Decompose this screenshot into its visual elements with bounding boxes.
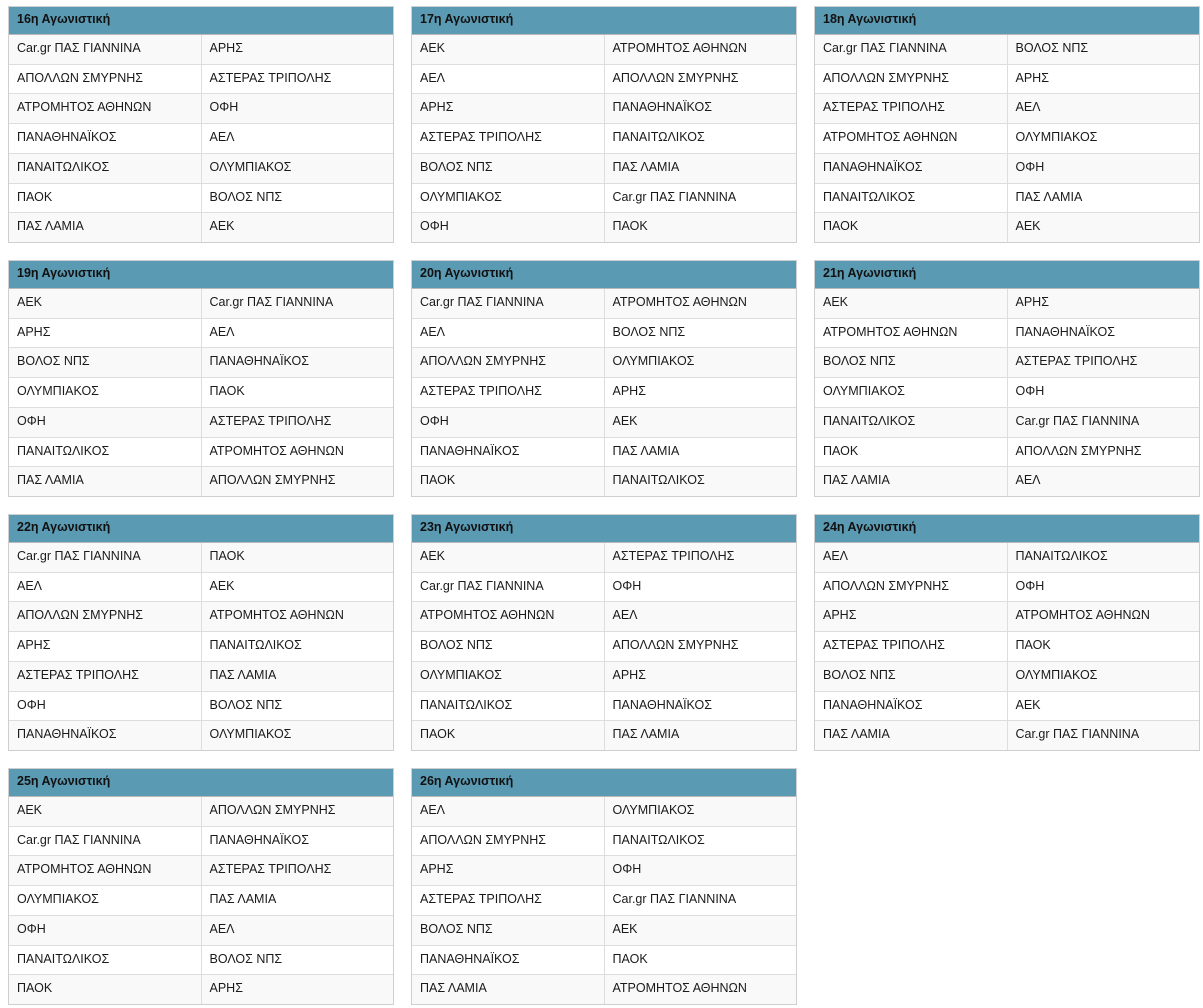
home-team: ΑΠΟΛΛΩΝ ΣΜΥΡΝΗΣ: [9, 602, 201, 632]
round-title: 19η Αγωνιστική: [9, 261, 393, 289]
table-row: [815, 318, 1199, 348]
table-row: [9, 797, 393, 826]
home-team: ΟΛΥΜΠΙΑΚΟΣ: [9, 886, 201, 916]
table-row: [412, 886, 796, 916]
away-team: ΑΤΡΟΜΗΤΟΣ ΑΘΗΝΩΝ: [604, 35, 796, 64]
round-card: [411, 6, 797, 243]
round-title: 26η Αγωνιστική: [412, 769, 796, 797]
away-team: ΠΑΟΚ: [1007, 632, 1199, 662]
away-team: ΑΤΡΟΜΗΤΟΣ ΑΘΗΝΩΝ: [604, 975, 796, 1004]
round-card: [411, 768, 797, 1005]
table-row: [815, 543, 1199, 572]
home-team: ΑΕΚ: [412, 543, 604, 572]
table-row: [412, 661, 796, 691]
round-title: 23η Αγωνιστική: [412, 515, 796, 543]
away-team: ΠΑΣ ΛΑΜΙΑ: [604, 437, 796, 467]
home-team: ΟΦΗ: [412, 213, 604, 242]
away-team: ΑΕΚ: [201, 572, 393, 602]
home-team: ΑΕΛ: [412, 318, 604, 348]
away-team: ΑΕΚ: [1007, 691, 1199, 721]
away-team: ΟΦΗ: [604, 572, 796, 602]
away-team: ΟΛΥΜΠΙΑΚΟΣ: [1007, 124, 1199, 154]
table-row: [9, 94, 393, 124]
home-team: Car.gr ΠΑΣ ΓΙΑΝΝΙΝΑ: [412, 289, 604, 318]
home-team: ΒΟΛΟΣ ΝΠΣ: [815, 348, 1007, 378]
home-team: ΑΕΚ: [9, 797, 201, 826]
table-row: [9, 124, 393, 154]
away-team: ΠΑΣ ΛΑΜΙΑ: [201, 661, 393, 691]
table-row: [9, 467, 393, 496]
round-title: 17η Αγωνιστική: [412, 7, 796, 35]
round-card: [814, 6, 1200, 243]
table-row: [412, 183, 796, 213]
table-row: [815, 407, 1199, 437]
table-row: [412, 602, 796, 632]
home-team: ΒΟΛΟΣ ΝΠΣ: [815, 661, 1007, 691]
table-row: [9, 691, 393, 721]
home-team: ΠΑΝΑΙΤΩΛΙΚΟΣ: [9, 945, 201, 975]
away-team: ΟΛΥΜΠΙΑΚΟΣ: [201, 721, 393, 750]
away-team: ΑΡΗΣ: [604, 378, 796, 408]
round-card: [8, 6, 394, 243]
table-row: [9, 318, 393, 348]
home-team: ΠΑΝΑΘΗΝΑΪΚΟΣ: [412, 437, 604, 467]
home-team: ΠΑΣ ΛΑΜΙΑ: [9, 467, 201, 496]
home-team: ΑΤΡΟΜΗΤΟΣ ΑΘΗΝΩΝ: [9, 94, 201, 124]
away-team: ΑΡΗΣ: [1007, 64, 1199, 94]
round-title: 22η Αγωνιστική: [9, 515, 393, 543]
table-row: [412, 632, 796, 662]
home-team: ΟΦΗ: [412, 407, 604, 437]
home-team: ΠΑΝΑΘΗΝΑΪΚΟΣ: [815, 691, 1007, 721]
away-team: ΑΤΡΟΜΗΤΟΣ ΑΘΗΝΩΝ: [201, 602, 393, 632]
home-team: ΠΑΝΑΘΗΝΑΪΚΟΣ: [9, 124, 201, 154]
table-row: [9, 572, 393, 602]
away-team: ΠΑΣ ΛΑΜΙΑ: [201, 886, 393, 916]
table-row: [412, 407, 796, 437]
table-row: [412, 348, 796, 378]
table-row: [9, 378, 393, 408]
table-row: [9, 826, 393, 856]
away-team: Car.gr ΠΑΣ ΓΙΑΝΝΙΝΑ: [201, 289, 393, 318]
round-title: 25η Αγωνιστική: [9, 769, 393, 797]
away-team: ΑΠΟΛΛΩΝ ΣΜΥΡΝΗΣ: [201, 467, 393, 496]
away-team: ΠΑΣ ΛΑΜΙΑ: [604, 153, 796, 183]
table-row: [815, 691, 1199, 721]
table-row: [9, 64, 393, 94]
away-team: ΟΛΥΜΠΙΑΚΟΣ: [604, 797, 796, 826]
home-team: ΠΑΟΚ: [815, 437, 1007, 467]
away-team: ΑΕΛ: [201, 124, 393, 154]
home-team: ΠΑΝΑΘΗΝΑΪΚΟΣ: [9, 721, 201, 750]
table-row: [412, 213, 796, 242]
away-team: Car.gr ΠΑΣ ΓΙΑΝΝΙΝΑ: [1007, 407, 1199, 437]
table-row: [412, 543, 796, 572]
round-card: [8, 768, 394, 1005]
table-row: [815, 721, 1199, 750]
away-team: ΑΣΤΕΡΑΣ ΤΡΙΠΟΛΗΣ: [201, 64, 393, 94]
away-team: ΑΣΤΕΡΑΣ ΤΡΙΠΟΛΗΣ: [1007, 348, 1199, 378]
round-card: [814, 514, 1200, 751]
away-team: ΑΣΤΕΡΑΣ ΤΡΙΠΟΛΗΣ: [201, 407, 393, 437]
table-row: [9, 543, 393, 572]
home-team: ΑΕΛ: [9, 572, 201, 602]
home-team: ΟΛΥΜΠΙΑΚΟΣ: [9, 378, 201, 408]
table-row: [412, 572, 796, 602]
home-team: ΠΑΣ ΛΑΜΙΑ: [412, 975, 604, 1004]
home-team: ΠΑΟΚ: [9, 183, 201, 213]
table-row: [9, 945, 393, 975]
table-row: [815, 35, 1199, 64]
away-team: ΠΑΝΑΙΤΩΛΙΚΟΣ: [201, 632, 393, 662]
home-team: ΑΣΤΕΡΑΣ ΤΡΙΠΟΛΗΣ: [815, 632, 1007, 662]
table-row: [412, 124, 796, 154]
fixtures-table: [412, 797, 796, 1004]
away-team: ΟΦΗ: [1007, 378, 1199, 408]
home-team: ΑΤΡΟΜΗΤΟΣ ΑΘΗΝΩΝ: [815, 318, 1007, 348]
away-team: ΑΠΟΛΛΩΝ ΣΜΥΡΝΗΣ: [604, 632, 796, 662]
home-team: ΠΑΣ ΛΑΜΙΑ: [815, 467, 1007, 496]
table-row: [815, 153, 1199, 183]
table-row: [9, 153, 393, 183]
home-team: ΠΑΝΑΙΤΩΛΙΚΟΣ: [412, 691, 604, 721]
table-row: [815, 124, 1199, 154]
home-team: Car.gr ΠΑΣ ΓΙΑΝΝΙΝΑ: [9, 543, 201, 572]
home-team: ΟΛΥΜΠΙΑΚΟΣ: [815, 378, 1007, 408]
home-team: ΑΡΗΣ: [815, 602, 1007, 632]
home-team: ΟΦΗ: [9, 915, 201, 945]
away-team: ΑΤΡΟΜΗΤΟΣ ΑΘΗΝΩΝ: [604, 289, 796, 318]
table-row: [412, 797, 796, 826]
away-team: ΠΑΟΚ: [201, 378, 393, 408]
home-team: ΟΦΗ: [9, 691, 201, 721]
table-row: [815, 437, 1199, 467]
round-card: [411, 260, 797, 497]
round-title: 21η Αγωνιστική: [815, 261, 1199, 289]
fixtures-table: [412, 289, 796, 496]
home-team: ΑΕΚ: [815, 289, 1007, 318]
fixtures-table: [9, 289, 393, 496]
away-team: ΠΑΝΑΘΗΝΑΪΚΟΣ: [201, 826, 393, 856]
home-team: ΒΟΛΟΣ ΝΠΣ: [412, 632, 604, 662]
table-row: [9, 407, 393, 437]
table-row: [815, 661, 1199, 691]
home-team: Car.gr ΠΑΣ ΓΙΑΝΝΙΝΑ: [412, 572, 604, 602]
table-row: [412, 721, 796, 750]
home-team: ΠΑΣ ΛΑΜΙΑ: [815, 721, 1007, 750]
away-team: ΑΕΛ: [201, 915, 393, 945]
fixtures-table: [815, 543, 1199, 750]
away-team: ΑΡΗΣ: [604, 661, 796, 691]
table-row: [412, 975, 796, 1004]
away-team: ΠΑΝΑΘΗΝΑΪΚΟΣ: [1007, 318, 1199, 348]
home-team: ΟΦΗ: [9, 407, 201, 437]
table-row: [815, 348, 1199, 378]
away-team: ΠΑΝΑΘΗΝΑΪΚΟΣ: [604, 94, 796, 124]
fixtures-table: [815, 289, 1199, 496]
away-team: ΟΦΗ: [604, 856, 796, 886]
home-team: ΠΑΟΚ: [412, 467, 604, 496]
home-team: ΟΛΥΜΠΙΑΚΟΣ: [412, 661, 604, 691]
home-team: ΑΤΡΟΜΗΤΟΣ ΑΘΗΝΩΝ: [815, 124, 1007, 154]
away-team: ΑΠΟΛΛΩΝ ΣΜΥΡΝΗΣ: [1007, 437, 1199, 467]
home-team: ΠΑΝΑΘΗΝΑΪΚΟΣ: [412, 945, 604, 975]
home-team: ΑΕΛ: [412, 797, 604, 826]
home-team: ΑΤΡΟΜΗΤΟΣ ΑΘΗΝΩΝ: [412, 602, 604, 632]
home-team: ΑΕΚ: [412, 35, 604, 64]
fixtures-table: [9, 797, 393, 1004]
away-team: ΟΦΗ: [1007, 153, 1199, 183]
table-row: [412, 64, 796, 94]
table-row: [815, 467, 1199, 496]
home-team: ΠΑΝΑΘΗΝΑΪΚΟΣ: [815, 153, 1007, 183]
table-row: [815, 378, 1199, 408]
home-team: ΑΕΛ: [815, 543, 1007, 572]
away-team: ΟΛΥΜΠΙΑΚΟΣ: [1007, 661, 1199, 691]
round-title: 24η Αγωνιστική: [815, 515, 1199, 543]
home-team: ΑΕΚ: [9, 289, 201, 318]
away-team: ΠΑΟΚ: [604, 213, 796, 242]
away-team: ΑΕΛ: [1007, 467, 1199, 496]
away-team: ΑΕΚ: [1007, 213, 1199, 242]
home-team: ΒΟΛΟΣ ΝΠΣ: [412, 153, 604, 183]
home-team: ΠΑΝΑΙΤΩΛΙΚΟΣ: [815, 407, 1007, 437]
table-row: [9, 721, 393, 750]
home-team: ΒΟΛΟΣ ΝΠΣ: [412, 915, 604, 945]
table-row: [815, 572, 1199, 602]
away-team: ΠΑΝΑΙΤΩΛΙΚΟΣ: [604, 826, 796, 856]
table-row: [9, 213, 393, 242]
table-row: [412, 826, 796, 856]
away-team: ΒΟΛΟΣ ΝΠΣ: [201, 945, 393, 975]
table-row: [412, 35, 796, 64]
table-row: [9, 856, 393, 886]
home-team: ΑΠΟΛΛΩΝ ΣΜΥΡΝΗΣ: [9, 64, 201, 94]
table-row: [815, 183, 1199, 213]
away-team: ΑΕΚ: [604, 407, 796, 437]
away-team: ΑΕΛ: [604, 602, 796, 632]
table-row: [9, 183, 393, 213]
away-team: ΑΕΚ: [201, 213, 393, 242]
table-row: [412, 153, 796, 183]
home-team: ΑΣΤΕΡΑΣ ΤΡΙΠΟΛΗΣ: [412, 378, 604, 408]
home-team: ΑΕΛ: [412, 64, 604, 94]
fixtures-table: [9, 35, 393, 242]
home-team: ΑΣΤΕΡΑΣ ΤΡΙΠΟΛΗΣ: [412, 886, 604, 916]
home-team: ΠΑΟΚ: [815, 213, 1007, 242]
home-team: ΑΠΟΛΛΩΝ ΣΜΥΡΝΗΣ: [412, 826, 604, 856]
away-team: ΟΛΥΜΠΙΑΚΟΣ: [201, 153, 393, 183]
away-team: ΑΡΗΣ: [1007, 289, 1199, 318]
away-team: ΒΟΛΟΣ ΝΠΣ: [604, 318, 796, 348]
table-row: [9, 915, 393, 945]
table-row: [815, 213, 1199, 242]
fixtures-table: [412, 35, 796, 242]
away-team: ΒΟΛΟΣ ΝΠΣ: [1007, 35, 1199, 64]
table-row: [9, 632, 393, 662]
away-team: Car.gr ΠΑΣ ΓΙΑΝΝΙΝΑ: [1007, 721, 1199, 750]
home-team: ΑΣΤΕΡΑΣ ΤΡΙΠΟΛΗΣ: [412, 124, 604, 154]
away-team: ΑΤΡΟΜΗΤΟΣ ΑΘΗΝΩΝ: [201, 437, 393, 467]
table-row: [815, 94, 1199, 124]
away-team: ΑΡΗΣ: [201, 35, 393, 64]
home-team: ΒΟΛΟΣ ΝΠΣ: [9, 348, 201, 378]
home-team: ΑΡΗΣ: [9, 632, 201, 662]
table-row: [412, 94, 796, 124]
home-team: Car.gr ΠΑΣ ΓΙΑΝΝΙΝΑ: [9, 826, 201, 856]
round-card: [814, 260, 1200, 497]
away-team: ΟΦΗ: [201, 94, 393, 124]
away-team: ΠΑΟΚ: [604, 945, 796, 975]
table-row: [9, 348, 393, 378]
table-row: [9, 975, 393, 1004]
away-team: Car.gr ΠΑΣ ΓΙΑΝΝΙΝΑ: [604, 183, 796, 213]
away-team: ΠΑΟΚ: [201, 543, 393, 572]
away-team: ΑΤΡΟΜΗΤΟΣ ΑΘΗΝΩΝ: [1007, 602, 1199, 632]
home-team: ΑΠΟΛΛΩΝ ΣΜΥΡΝΗΣ: [815, 572, 1007, 602]
table-row: [9, 661, 393, 691]
table-row: [815, 602, 1199, 632]
table-row: [412, 945, 796, 975]
away-team: ΟΛΥΜΠΙΑΚΟΣ: [604, 348, 796, 378]
round-title: 16η Αγωνιστική: [9, 7, 393, 35]
away-team: ΠΑΝΑΘΗΝΑΪΚΟΣ: [201, 348, 393, 378]
table-row: [412, 318, 796, 348]
table-row: [9, 886, 393, 916]
fixtures-table: [815, 35, 1199, 242]
away-team: ΑΣΤΕΡΑΣ ΤΡΙΠΟΛΗΣ: [201, 856, 393, 886]
table-row: [412, 691, 796, 721]
away-team: ΠΑΣ ΛΑΜΙΑ: [604, 721, 796, 750]
home-team: ΑΤΡΟΜΗΤΟΣ ΑΘΗΝΩΝ: [9, 856, 201, 886]
home-team: ΟΛΥΜΠΙΑΚΟΣ: [412, 183, 604, 213]
round-card: [8, 260, 394, 497]
away-team: ΠΑΝΑΙΤΩΛΙΚΟΣ: [1007, 543, 1199, 572]
fixtures-table: [412, 543, 796, 750]
round-card: [411, 514, 797, 751]
home-team: ΑΠΟΛΛΩΝ ΣΜΥΡΝΗΣ: [815, 64, 1007, 94]
home-team: ΠΑΟΚ: [412, 721, 604, 750]
home-team: ΠΑΝΑΙΤΩΛΙΚΟΣ: [815, 183, 1007, 213]
away-team: Car.gr ΠΑΣ ΓΙΑΝΝΙΝΑ: [604, 886, 796, 916]
home-team: Car.gr ΠΑΣ ΓΙΑΝΝΙΝΑ: [815, 35, 1007, 64]
away-team: ΠΑΝΑΘΗΝΑΪΚΟΣ: [604, 691, 796, 721]
round-title: 18η Αγωνιστική: [815, 7, 1199, 35]
away-team: ΑΕΛ: [201, 318, 393, 348]
table-row: [412, 378, 796, 408]
away-team: ΠΑΣ ΛΑΜΙΑ: [1007, 183, 1199, 213]
away-team: ΠΑΝΑΙΤΩΛΙΚΟΣ: [604, 124, 796, 154]
table-row: [412, 289, 796, 318]
away-team: ΑΕΚ: [604, 915, 796, 945]
away-team: ΒΟΛΟΣ ΝΠΣ: [201, 183, 393, 213]
home-team: Car.gr ΠΑΣ ΓΙΑΝΝΙΝΑ: [9, 35, 201, 64]
table-row: [412, 915, 796, 945]
home-team: ΑΣΤΕΡΑΣ ΤΡΙΠΟΛΗΣ: [9, 661, 201, 691]
table-row: [9, 35, 393, 64]
round-card: [8, 514, 394, 751]
table-row: [815, 64, 1199, 94]
home-team: ΑΡΗΣ: [412, 856, 604, 886]
away-team: ΑΣΤΕΡΑΣ ΤΡΙΠΟΛΗΣ: [604, 543, 796, 572]
table-row: [815, 289, 1199, 318]
table-row: [412, 856, 796, 886]
round-title: 20η Αγωνιστική: [412, 261, 796, 289]
fixtures-table: [9, 543, 393, 750]
home-team: ΑΡΗΣ: [9, 318, 201, 348]
home-team: ΠΑΟΚ: [9, 975, 201, 1004]
away-team: ΑΠΟΛΛΩΝ ΣΜΥΡΝΗΣ: [604, 64, 796, 94]
home-team: ΑΠΟΛΛΩΝ ΣΜΥΡΝΗΣ: [412, 348, 604, 378]
table-row: [9, 289, 393, 318]
away-team: ΒΟΛΟΣ ΝΠΣ: [201, 691, 393, 721]
home-team: ΠΑΣ ΛΑΜΙΑ: [9, 213, 201, 242]
away-team: ΑΠΟΛΛΩΝ ΣΜΥΡΝΗΣ: [201, 797, 393, 826]
table-row: [412, 437, 796, 467]
away-team: ΠΑΝΑΙΤΩΛΙΚΟΣ: [604, 467, 796, 496]
home-team: ΠΑΝΑΙΤΩΛΙΚΟΣ: [9, 153, 201, 183]
away-team: ΟΦΗ: [1007, 572, 1199, 602]
table-row: [9, 437, 393, 467]
away-team: ΑΡΗΣ: [201, 975, 393, 1004]
table-row: [9, 602, 393, 632]
home-team: ΠΑΝΑΙΤΩΛΙΚΟΣ: [9, 437, 201, 467]
table-row: [412, 467, 796, 496]
table-row: [815, 632, 1199, 662]
away-team: ΑΕΛ: [1007, 94, 1199, 124]
home-team: ΑΡΗΣ: [412, 94, 604, 124]
home-team: ΑΣΤΕΡΑΣ ΤΡΙΠΟΛΗΣ: [815, 94, 1007, 124]
